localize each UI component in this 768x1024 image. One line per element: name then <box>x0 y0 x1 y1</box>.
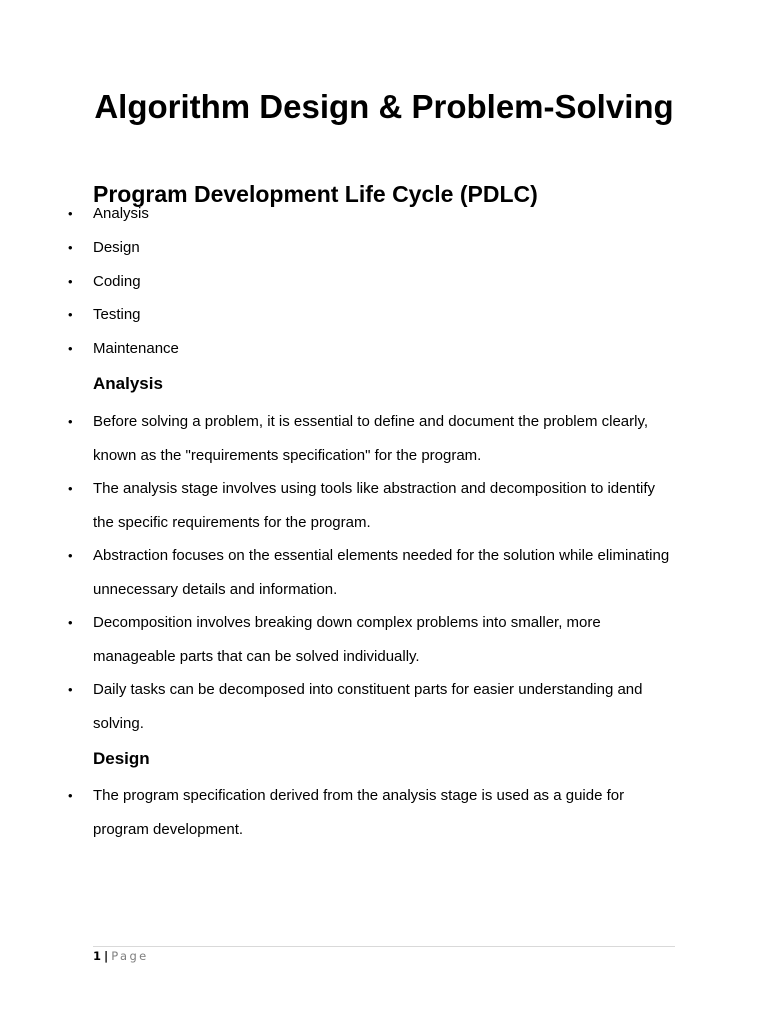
list-item <box>68 779 678 846</box>
subheading-analysis: Analysis <box>93 374 163 393</box>
list-item-text: Testing <box>93 306 141 323</box>
bullet-icon: • <box>68 274 73 289</box>
bullet-icon: • <box>68 307 73 322</box>
list-item <box>68 606 678 673</box>
footer-divider <box>93 946 675 947</box>
bullet-icon: • <box>68 788 73 803</box>
bullet-icon: • <box>68 682 73 697</box>
bullet-icon: • <box>68 206 73 221</box>
bullet-icon: • <box>68 548 73 563</box>
list-item <box>68 332 678 366</box>
list-item <box>68 539 678 606</box>
bullet-icon: • <box>68 615 73 630</box>
page-footer <box>93 948 149 964</box>
list-item-text: Design <box>93 239 140 256</box>
list-item-text: Before solving a problem, it is essential to define and document the problem clearly, known as the "requirements specification" for the program. <box>93 413 649 464</box>
bullet-icon: • <box>68 240 73 255</box>
list-item <box>68 298 678 332</box>
list-item <box>68 673 678 740</box>
list-item <box>68 265 678 299</box>
section-heading-pdlc: Program Development Life Cycle (PDLC) <box>93 181 538 207</box>
list-item-text: Decomposition involves breaking down complex problems into smaller, more manageable parts that can be solved individually. <box>93 614 601 665</box>
list-item-text: The program specification derived from the analysis stage is used as a guide for program development. <box>93 787 625 838</box>
document-title: Algorithm Design & Problem-Solving <box>94 88 674 125</box>
bullet-icon: • <box>68 481 73 496</box>
bullet-icon: • <box>68 341 73 356</box>
list-item <box>68 231 678 265</box>
list-item <box>68 405 678 472</box>
subheading-design: Design <box>93 749 150 768</box>
list-item-text: Analysis <box>93 205 149 222</box>
page-label: Page <box>111 949 149 963</box>
footer-separator: | <box>104 949 109 963</box>
list-item-text: Coding <box>93 273 141 290</box>
bullet-icon: • <box>68 414 73 429</box>
list-item-text: Maintenance <box>93 340 179 357</box>
page-number: 1 <box>93 949 102 963</box>
list-item <box>68 472 678 539</box>
list-item-text: The analysis stage involves using tools like abstraction and decomposition to identify the specific requirements for the program. <box>93 480 655 531</box>
list-item-text: Daily tasks can be decomposed into constituent parts for easier understanding and solving. <box>93 681 643 732</box>
list-item-text: Abstraction focuses on the essential elements needed for the solution while eliminating unnecessary details and information. <box>93 547 670 598</box>
list-item <box>68 197 678 231</box>
